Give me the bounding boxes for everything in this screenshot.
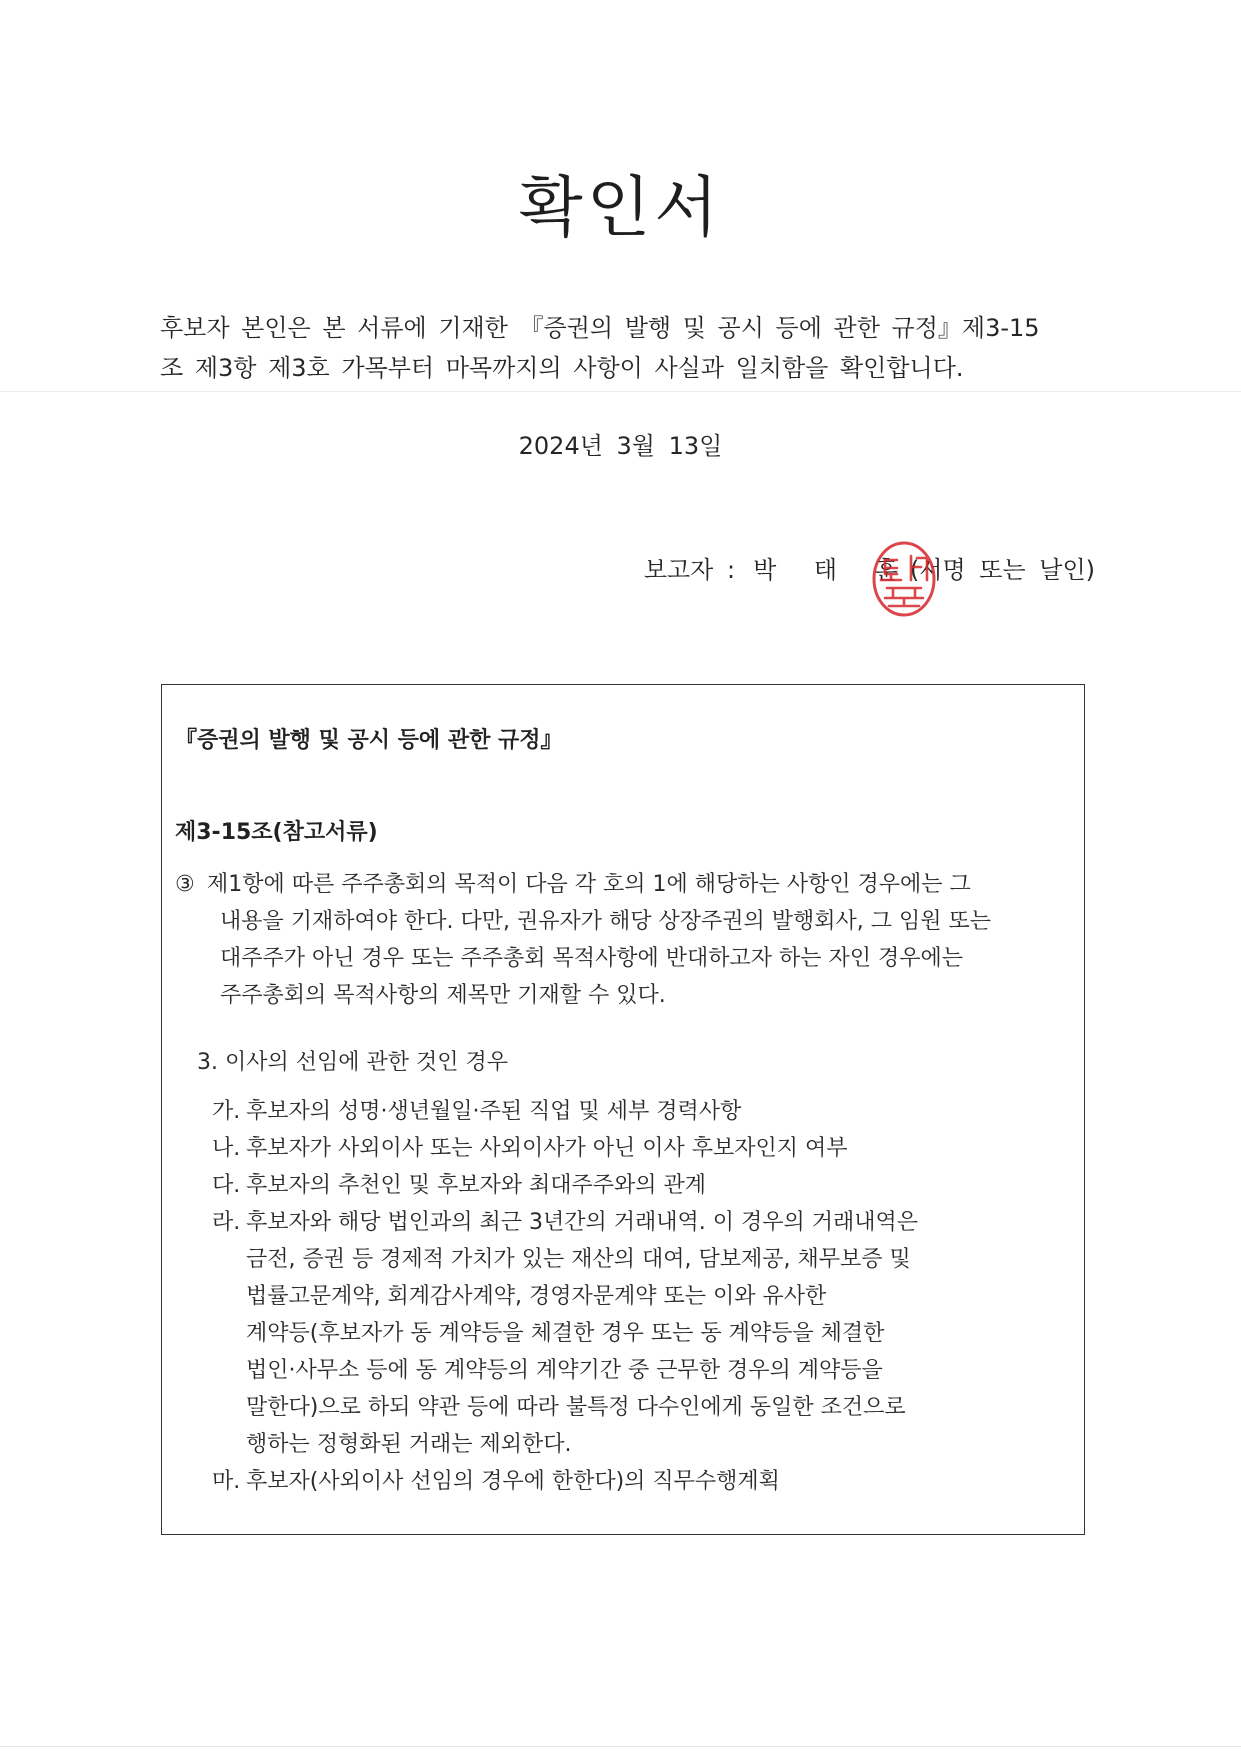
sign-note: (서명 또는 날인) [909, 556, 1095, 584]
item-line: 후보자(사외이사 선임의 경우에 한한다)의 직무수행계획 [246, 1469, 780, 1494]
seal-glyph [885, 588, 923, 606]
item-label: 다. [212, 1173, 241, 1198]
item-line: 금전, 증권 등 경제적 가치가 있는 재산의 대여, 담보제공, 채무보증 및 [246, 1247, 911, 1272]
list-item [212, 1130, 1072, 1167]
scan-bottom-edge [0, 1746, 1241, 1747]
paragraph-line: 주주총회의 목적사항의 제목만 기재할 수 있다. [220, 983, 666, 1008]
article-heading: 제3-15조(참고서류) [175, 820, 378, 845]
list-item [212, 1167, 1072, 1204]
regulation-title: 『증권의 발행 및 공시 등에 관한 규정』 [175, 728, 563, 753]
regulation-reference-box [161, 684, 1085, 1535]
paragraph-3 [175, 866, 1075, 1014]
item-line: 후보자의 성명·생년월일·주된 직업 및 세부 경력사항 [246, 1099, 742, 1124]
item-line: 법률고문계약, 회계감사계약, 경영자문계약 또는 이와 유사한 [246, 1284, 827, 1309]
scan-divider [0, 391, 1241, 392]
document-date: 2024년 3월 13일 [518, 432, 723, 460]
list-item [212, 1204, 1072, 1463]
item-label: 가. [212, 1099, 241, 1124]
page-title: 확인서 [518, 169, 723, 246]
paragraph-line: 제1항에 따른 주주총회의 목적이 다음 각 호의 1에 해당하는 사항인 경우에는 그 [207, 872, 971, 897]
item-label: 나. [212, 1136, 241, 1161]
list-item [212, 1093, 1072, 1130]
paragraph-marker: ③ [175, 872, 195, 897]
reporter-line [644, 552, 1095, 588]
item-label: 마. [212, 1469, 241, 1494]
statement-line: 조 제3항 제3호 가목부터 마목까지의 사항이 사실과 일치함을 확인합니다. [160, 354, 964, 382]
item-line: 행하는 정형화된 거래는 제외한다. [246, 1432, 572, 1457]
item-label: 라. [212, 1210, 241, 1235]
item-list [212, 1093, 1072, 1500]
reporter-name: 박 태 훈 [753, 556, 910, 584]
subheading-director-election: 3. 이사의 선임에 관한 것인 경우 [197, 1050, 508, 1075]
item-line: 후보자의 추천인 및 후보자와 최대주주와의 관계 [246, 1173, 707, 1198]
item-line: 후보자와 해당 법인과의 최근 3년간의 거래내역. 이 경우의 거래내역은 [246, 1210, 918, 1235]
item-line: 말한다)으로 하되 약관 등에 따라 불특정 다수인에게 동일한 조건으로 [246, 1395, 906, 1420]
list-item [212, 1463, 1072, 1500]
reporter-label: 보고자 : [643, 556, 736, 584]
paragraph-line: 대주주가 아닌 경우 또는 주주총회 목적사항에 반대하고자 하는 자인 경우에는 [220, 946, 964, 971]
paragraph-line: 내용을 기재하여야 한다. 다만, 권유자가 해당 상장주권의 발행회사, 그 임원 또는 [220, 909, 991, 934]
item-line: 법인·사무소 등에 동 계약등의 계약기간 중 근무한 경우의 계약등을 [246, 1358, 883, 1383]
item-line: 계약등(후보자가 동 계약등을 체결한 경우 또는 동 계약등을 체결한 [246, 1321, 885, 1346]
confirmation-statement [160, 308, 1100, 388]
item-line: 후보자가 사외이사 또는 사외이사가 아닌 이사 후보자인지 여부 [246, 1136, 848, 1161]
statement-line: 후보자 본인은 본 서류에 기재한 『증권의 발행 및 공시 등에 관한 규정』제3-15 [160, 314, 1040, 342]
